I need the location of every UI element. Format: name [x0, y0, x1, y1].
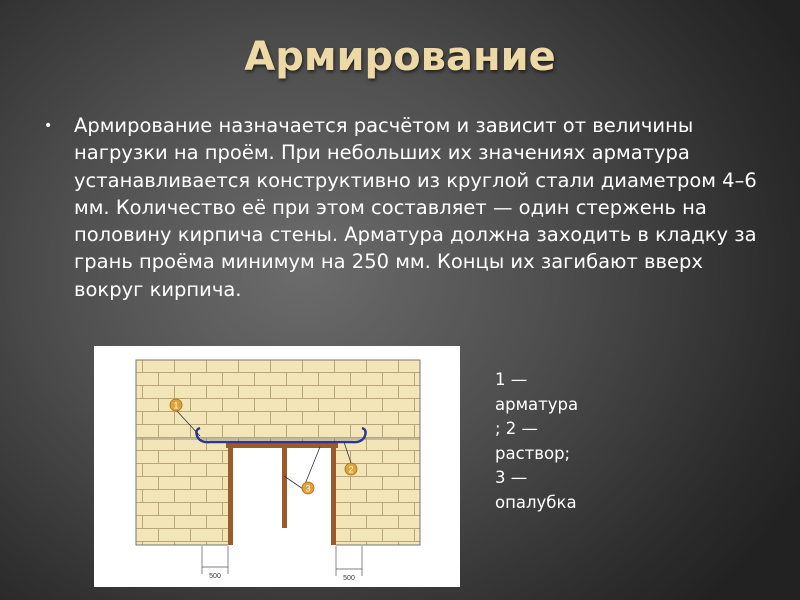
slide-title: Армирование [244, 34, 556, 80]
legend-line: 1 — [495, 370, 528, 389]
wall-diagram [94, 346, 460, 587]
svg-text:3: 3 [305, 483, 311, 494]
body-paragraph: Армирование назначается расчётом и зависит от величины нагрузки на проём. При небольших их значениях арматура устанавливается конструктивно из круглой стали диаметром 4–6 мм. Количество её при этом составляет — один стержень на половину кирпича стены. Арматура должна заходить в кладку за грань проёма минимум на 250 мм. Концы их загибают вверх вокруг кирпича. [74, 114, 757, 301]
svg-text:2: 2 [348, 464, 354, 475]
svg-text:500: 500 [343, 575, 355, 582]
formwork-post-middle [282, 446, 287, 528]
legend-line: 3 — [495, 468, 528, 487]
figure-legend [495, 368, 605, 515]
svg-text:500: 500 [209, 573, 221, 580]
legend-line: арматура [495, 394, 579, 414]
marker-1 [170, 399, 182, 411]
formwork-post-right [331, 446, 336, 545]
formwork-post-left [228, 446, 233, 545]
svg-text:1: 1 [173, 400, 179, 411]
dimension-right [336, 546, 362, 582]
legend-line: раствор; [495, 443, 571, 463]
dimension-left [202, 546, 228, 580]
marker-2 [345, 463, 357, 475]
legend-line: опалубка [495, 492, 577, 512]
marker-3 [302, 482, 314, 494]
legend-line: ; 2 — [495, 419, 539, 438]
reinforcement-figure [94, 346, 460, 587]
bullet-dot-icon: • [44, 118, 53, 134]
